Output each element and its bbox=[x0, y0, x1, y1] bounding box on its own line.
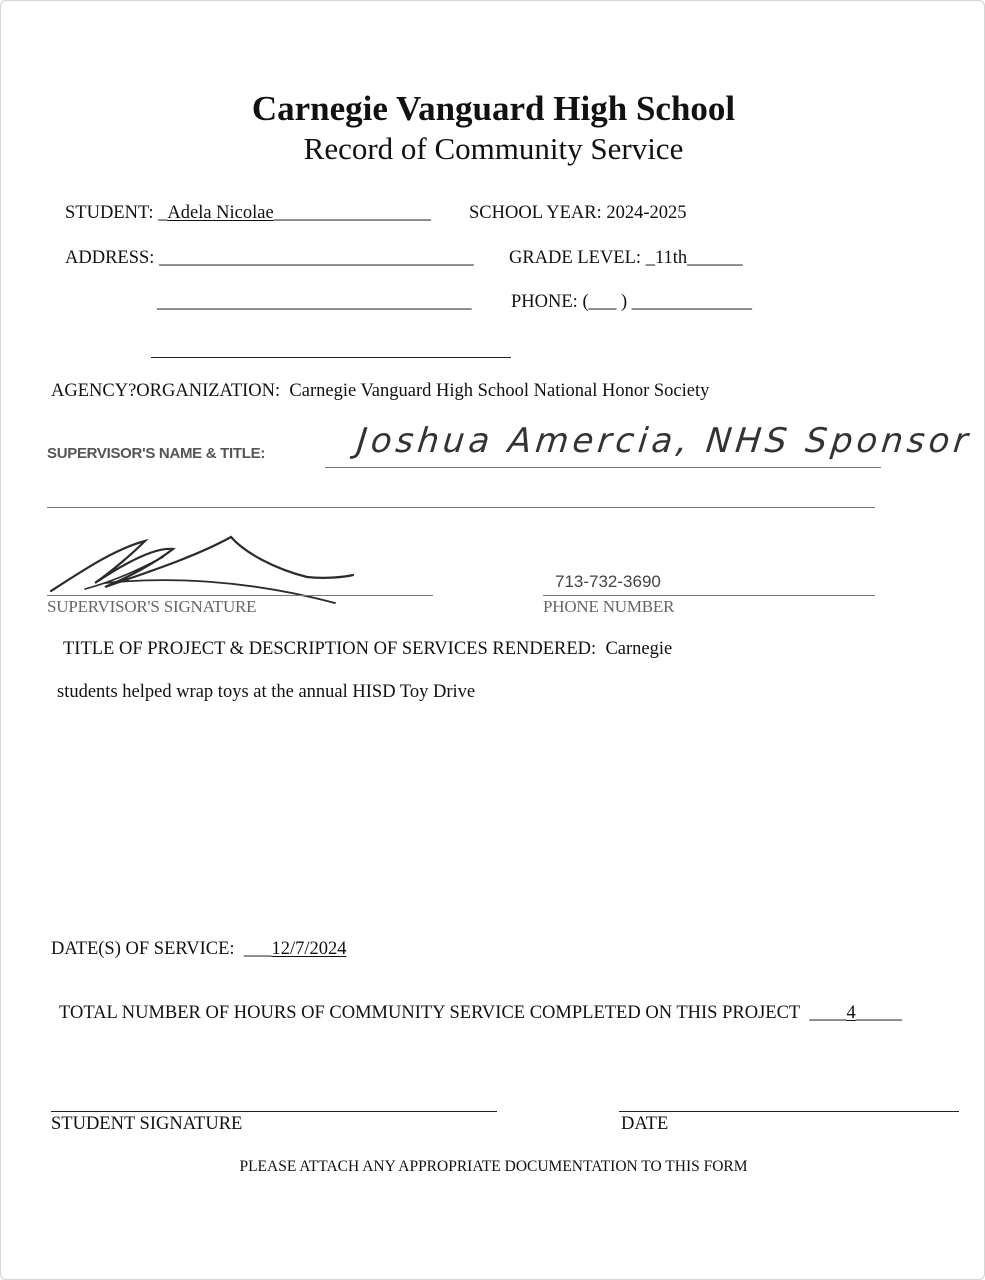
address-line-1[interactable]: __________________________________ bbox=[159, 248, 474, 268]
date-label: DATE bbox=[621, 1114, 669, 1134]
phone-number[interactable]: _____________ bbox=[631, 292, 753, 312]
form-title: Record of Community Service bbox=[303, 131, 684, 166]
hours-trail: _____ bbox=[855, 1003, 902, 1023]
agency-value[interactable]: Carnegie Vanguard High School National Honor Society bbox=[289, 381, 710, 401]
phone-row bbox=[511, 292, 752, 313]
supervisor-name-label: SUPERVISOR'S NAME & TITLE: bbox=[47, 445, 266, 462]
dates-label: DATE(S) OF SERVICE: bbox=[51, 939, 235, 959]
supervisor-phone-value[interactable]: 713-732-3690 bbox=[555, 572, 661, 591]
project-row bbox=[63, 639, 672, 660]
hours-row bbox=[59, 1003, 902, 1024]
school-name: Carnegie Vanguard High School bbox=[251, 89, 736, 128]
phone-label: PHONE: bbox=[511, 292, 578, 312]
grade-level-label: GRADE LEVEL: bbox=[509, 248, 642, 268]
grade-level-row bbox=[509, 248, 743, 269]
hours-prefix: ____ bbox=[809, 1003, 847, 1023]
hours-value[interactable]: 4 bbox=[846, 1003, 856, 1023]
attach-documentation-note: PLEASE ATTACH ANY APPROPRIATE DOCUMENTATION TO THIS FORM bbox=[239, 1158, 748, 1175]
student-label: STUDENT: bbox=[65, 203, 154, 223]
school-year-row bbox=[469, 203, 687, 224]
student-name-value[interactable]: Adela Nicolae bbox=[167, 203, 274, 223]
address-line-2[interactable]: __________________________________ bbox=[157, 292, 472, 312]
grade-level-trail: ______ bbox=[687, 248, 743, 268]
agency-row bbox=[51, 381, 709, 402]
supervisor-title-rule-2 bbox=[47, 507, 875, 508]
dates-value[interactable]: 12/7/2024 bbox=[271, 939, 347, 959]
project-description-continued[interactable]: students helped wrap toys at the annual HISD Toy Drive bbox=[57, 682, 476, 702]
supervisor-phone-rule bbox=[543, 595, 875, 596]
address-label: ADDRESS: bbox=[65, 248, 155, 268]
supervisor-name-handwritten[interactable]: Joshua Amercia, NHS Sponsor bbox=[354, 421, 974, 461]
student-signature-line[interactable] bbox=[51, 1111, 497, 1112]
dates-row bbox=[51, 939, 347, 960]
hours-label: TOTAL NUMBER OF HOURS OF COMMUNITY SERVICE COMPLETED ON THIS PROJECT bbox=[59, 1003, 801, 1023]
address-line-3[interactable] bbox=[151, 357, 511, 358]
grade-level-value[interactable]: 11th bbox=[654, 248, 688, 268]
supervisor-phone-label: PHONE NUMBER bbox=[543, 597, 675, 616]
address-row bbox=[65, 248, 474, 269]
agency-label: AGENCY?ORGANIZATION: bbox=[51, 381, 281, 401]
project-description-start[interactable]: Carnegie bbox=[605, 639, 673, 659]
supervisor-name-rule bbox=[325, 467, 881, 468]
supervisor-signature-rule bbox=[47, 595, 433, 596]
school-year-value[interactable]: 2024-2025 bbox=[606, 203, 687, 223]
student-prefix: _ bbox=[158, 203, 168, 223]
phone-area-code[interactable]: (___ ) bbox=[582, 292, 628, 312]
student-name-trail: _________________ bbox=[273, 203, 431, 223]
school-year-label: SCHOOL YEAR: bbox=[469, 203, 602, 223]
student-row bbox=[65, 203, 431, 224]
student-signature-label: STUDENT SIGNATURE bbox=[51, 1114, 243, 1134]
project-label: TITLE OF PROJECT & DESCRIPTION OF SERVICES RENDERED: bbox=[63, 639, 597, 659]
dates-prefix: ___ bbox=[243, 939, 272, 959]
date-signature-line[interactable] bbox=[619, 1111, 959, 1112]
grade-level-prefix: _ bbox=[645, 248, 655, 268]
supervisor-signature-label: SUPERVISOR'S SIGNATURE bbox=[47, 597, 257, 616]
